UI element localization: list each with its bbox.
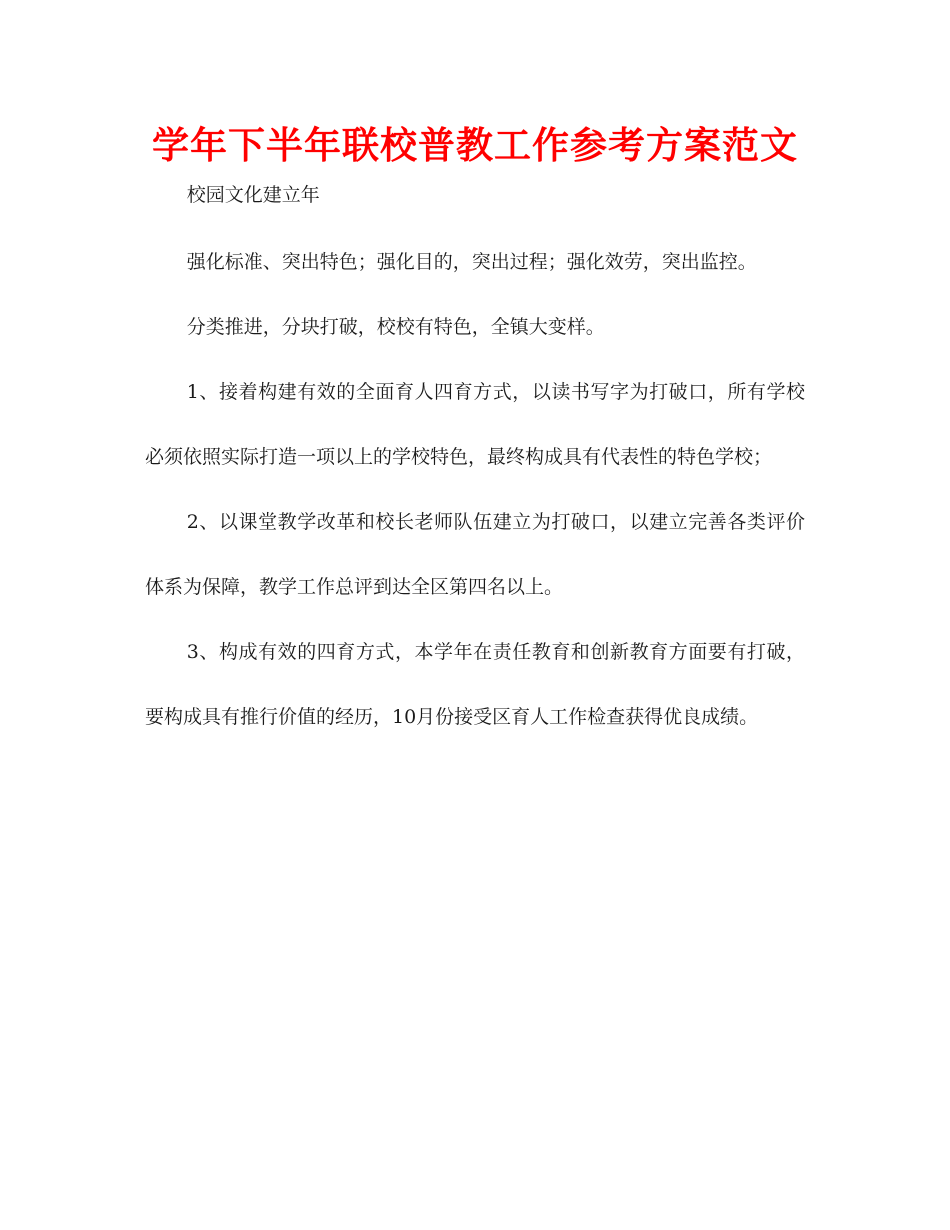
- paragraph-subtitle: 校园文化建立年: [186, 184, 320, 206]
- paragraph-1: 强化标准、突出特色；强化目的，突出过程；强化效劳，突出监控。: [186, 251, 757, 273]
- document-title: 学年下半年联校普教工作参考方案范文: [152, 124, 798, 167]
- document-body: [145, 170, 805, 750]
- paragraph-5: 3、构成有效的四育方式，本学年在责任教育和创新教育方面要有打破，要构成具有推行价值的经历，10月份接受区育人工作检查获得优良成绩。: [145, 641, 805, 728]
- paragraph-2: 分类推进，分块打破，校校有特色，全镇大变样。: [186, 316, 605, 338]
- paragraph-3: 1、接着构建有效的全面育人四育方式，以读书写字为打破口，所有学校必须依照实际打造一项以上的学校特色，最终构成具有代表性的特色学校；: [145, 381, 805, 468]
- paragraph-4: 2、以课堂教学改革和校长老师队伍建立为打破口，以建立完善各类评价体系为保障，教学工作总评到达全区第四名以上。: [145, 511, 805, 598]
